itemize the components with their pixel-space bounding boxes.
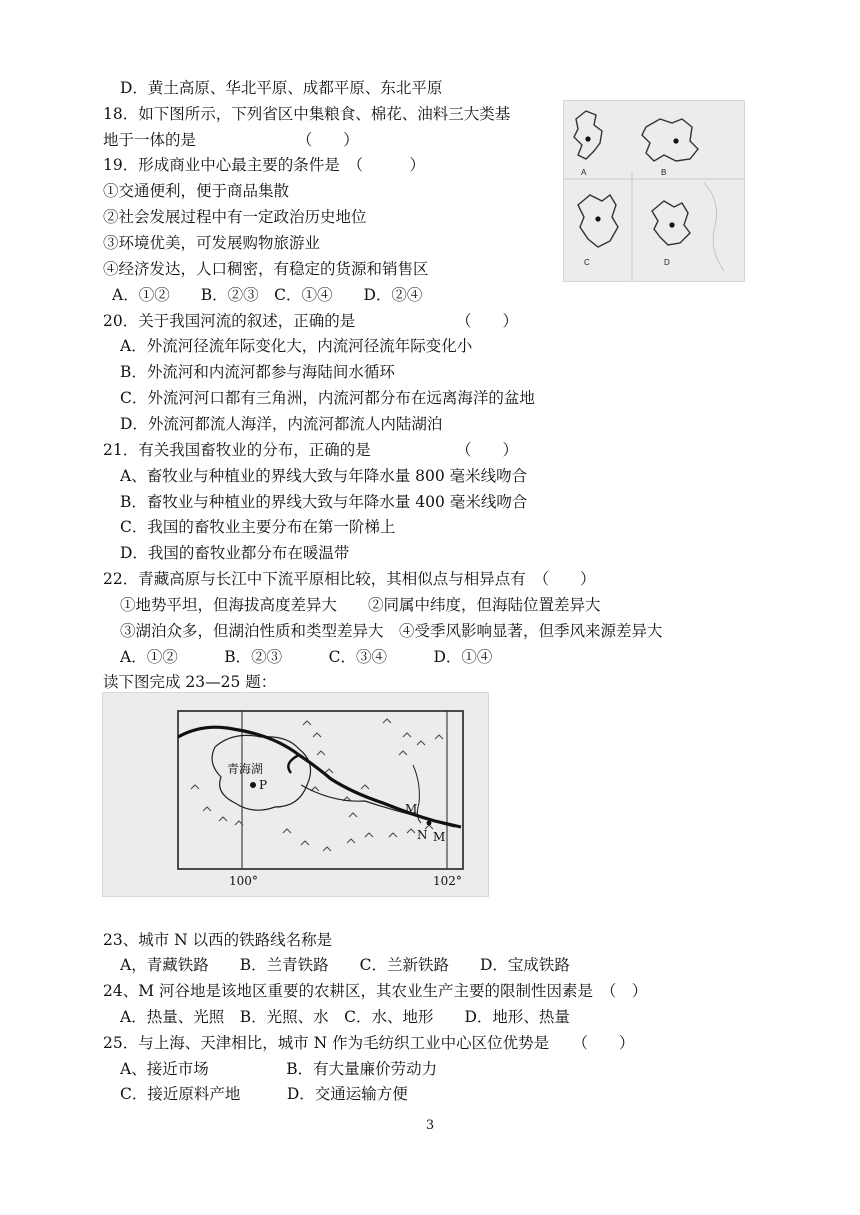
question-22: 22．青藏高原与长江中下流平原相比较，其相似点与相异点有 （ ） (103, 570, 596, 588)
province-label-d: D (664, 258, 670, 267)
question-25: 25．与上海、天津相比，城市 N 作为毛纺织工业中心区位优势是 （ ） (103, 1034, 635, 1052)
question-18-line2: 地于一体的是 （ ） (103, 131, 359, 149)
lon-label-100: 100° (229, 874, 258, 888)
q20-option-d: D．外流河都流人海洋，内流河都流人内陆湖泊 (120, 415, 443, 433)
q19-item-3: ③环境优美，可发展购物旅游业 (103, 234, 321, 252)
question-19: 19．形成商业中心最主要的条件是 （ ） (103, 156, 425, 174)
question-20: 20．关于我国河流的叙述，正确的是 （ ） (103, 312, 518, 330)
q21-option-d: D．我国的畜牧业都分布在暖温带 (120, 544, 350, 562)
province-outlines-figure (563, 100, 745, 282)
q25-options-ab: A、接近市场 B．有大量廉价劳动力 (120, 1060, 438, 1078)
province-outline-b (642, 119, 698, 161)
q24-options: A．热量、光照 B．光照、水 C．水、地形 D．地形、热量 (120, 1008, 570, 1026)
q21-option-a: A、畜牧业与种植业的界线大致与年降水量 800 毫米线吻合 (120, 467, 528, 485)
province-label-a: A (581, 168, 587, 177)
q25-options-cd: C．接近原料产地 D．交通运输方便 (120, 1085, 408, 1103)
lon-label-102: 102° (433, 874, 462, 888)
q19-item-2: ②社会发展过程中有一定政治历史地位 (103, 208, 367, 226)
page-number: 3 (425, 1118, 435, 1133)
question-23: 23、城市 N 以西的铁路线名称是 (103, 931, 333, 949)
city-n-label: N (417, 828, 428, 842)
lake-label: 青海湖 (227, 762, 264, 776)
q20-option-c: C．外流河河口都有三角洲，内流河都分布在远离海洋的盆地 (120, 389, 535, 407)
province-label-b: B (661, 168, 667, 177)
q19-options: A．①② B．②③ C．①④ D．②④ (112, 286, 423, 304)
question-18-line1: 18．如下图所示，下列省区中集粮食、棉花、油料三大类基 (103, 105, 511, 123)
q22-item-3-4: ③湖泊众多，但湖泊性质和类型差异大 ④受季风影响显著，但季风来源差异大 (120, 622, 663, 640)
q23-options: A，青藏铁路 B．兰青铁路 C．兰新铁路 D．宝成铁路 (120, 956, 570, 974)
q19-item-1: ①交通便利，便于商品集散 (103, 182, 290, 200)
question-24: 24、M 河谷地是该地区重要的农耕区，其农业生产主要的限制性因素是 （ ） (103, 982, 648, 1000)
question-21: 21．有关我国畜牧业的分布，正确的是 （ ） (103, 441, 518, 459)
q20-option-b: B．外流河和内流河都参与海陆间水循环 (120, 363, 395, 381)
point-p-label: P (259, 778, 268, 792)
read-map-instruction: 读下图完成 23—25 题： (103, 673, 277, 691)
q22-item-1-2: ①地势平坦，但海拔高度差异大 ②同属中纬度，但海陆位置差异大 (120, 596, 601, 614)
province-outline-a (574, 111, 602, 159)
province-label-c: C (584, 258, 590, 267)
qinghai-map-figure (102, 692, 489, 897)
city-m-label-lower: M (433, 830, 446, 844)
q20-option-a: A．外流河径流年际变化大，内流河径流年际变化小 (120, 337, 473, 355)
q21-option-c: C．我国的畜牧业主要分布在第一阶梯上 (120, 518, 396, 536)
q21-option-b: B．畜牧业与种植业的界线大致与年降水量 400 毫米线吻合 (120, 493, 528, 511)
city-m-label-upper: M (405, 802, 418, 816)
q19-item-4: ④经济发达，人口稠密，有稳定的货源和销售区 (103, 260, 429, 278)
option-17d: D．黄土高原、华北平原、成都平原、东北平原 (120, 79, 443, 97)
q22-options: A．①② B．②③ C．③④ D．①④ (120, 648, 493, 666)
